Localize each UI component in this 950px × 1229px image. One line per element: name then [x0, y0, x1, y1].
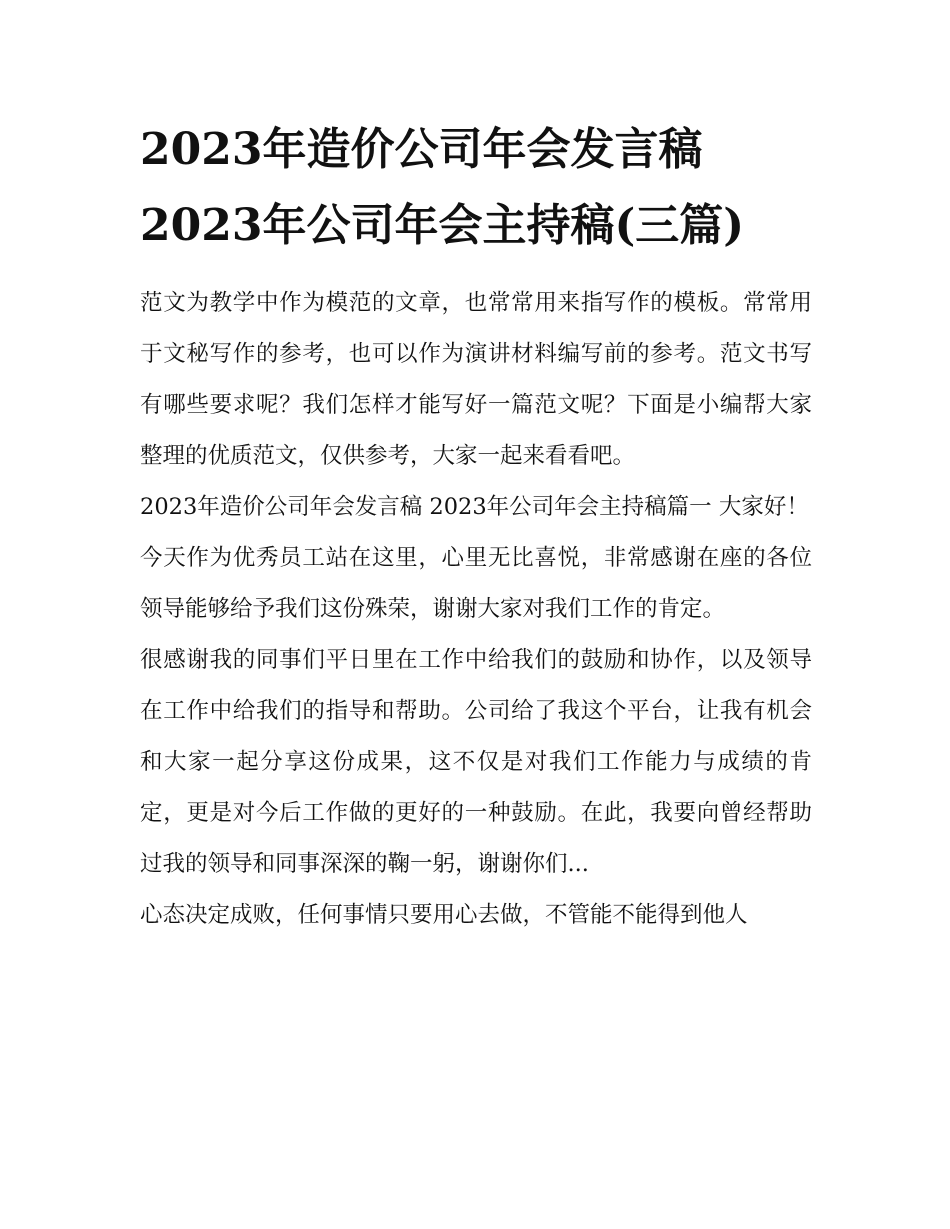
document-page	[140, 112, 820, 941]
paragraph-colleagues: 很感谢我的同事们平日里在工作中给我们的鼓励和协作，以及领导在工作中给我们的指导和帮助。公司给了我这个平台，让我有机会和大家一起分享这份成果，这不仅是对我们工作能力与成绩的肯定，更是对今后工作做的更好的一种鼓励。在此，我要向曾经帮助过我的领导和同事深深的鞠一躬，谢谢你们...	[140, 647, 812, 877]
document-title	[140, 112, 820, 264]
title-line-1: 2023年造价公司年会发言稿	[140, 124, 703, 175]
paragraph-intro: 范文为教学中作为模范的文章，也常常用来指写作的模板。常常用于文秘写作的参考，也可以作为演讲材料编写前的参考。范文书写有哪些要求呢？我们怎样才能写好一篇范文呢？下面是小编帮大家整理的优质范文，仅供参考，大家一起来看看吧。	[140, 290, 812, 469]
paragraph-thanks: 今天作为优秀员工站在这里，心里无比喜悦，非常感谢在座的各位领导能够给予我们这份殊荣，谢谢大家对我们工作的肯定。	[140, 545, 812, 622]
title-line-2: 2023年公司年会主持稿(三篇)	[140, 200, 745, 251]
paragraph-greeting: 2023年造价公司年会发言稿 2023年公司年会主持稿篇一 大家好！	[140, 494, 809, 520]
paragraph-attitude: 心态决定成败，任何事情只要用心去做，不管能不能得到他人	[140, 902, 748, 928]
